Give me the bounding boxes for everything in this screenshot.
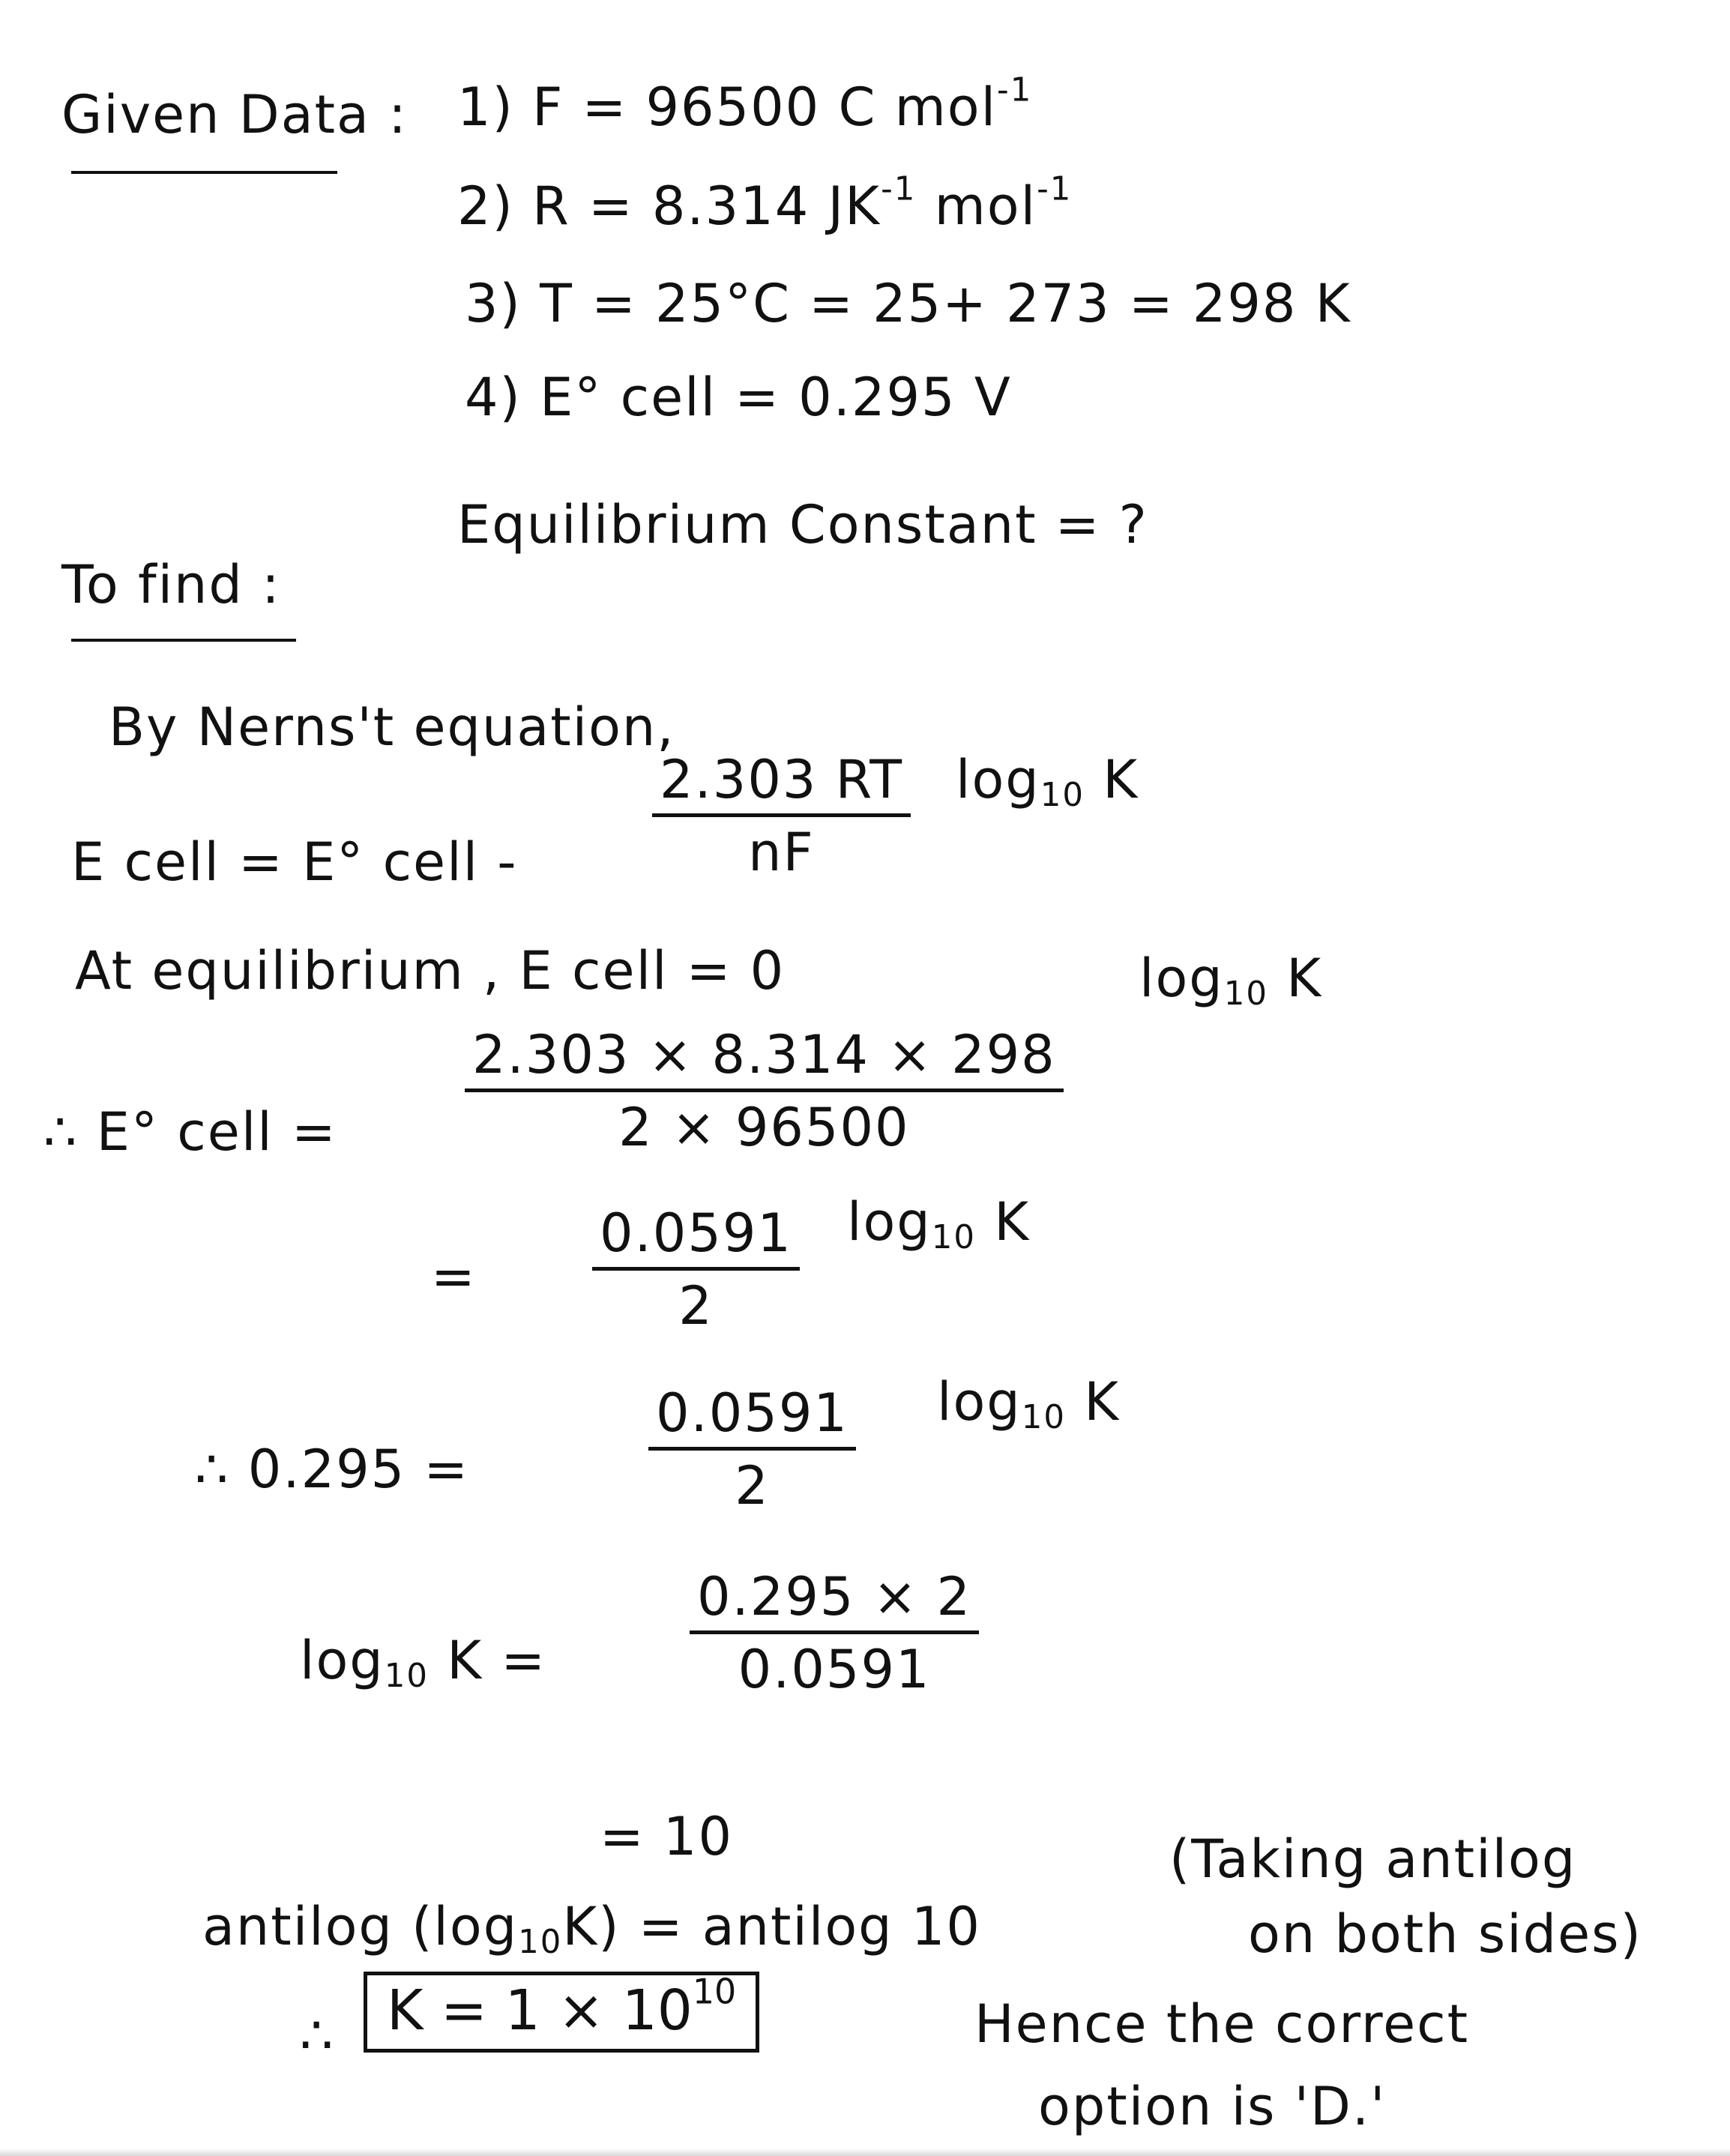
given-line-4: 4) E° cell = 0.295 V — [465, 367, 1012, 428]
equilibrium-fraction — [465, 1024, 1064, 1158]
nernst-fraction — [652, 749, 911, 883]
nernst-log-term: $\log_{10} K$ — [956, 749, 1139, 814]
step3-log-term: $\log_{10} K$ — [937, 1371, 1121, 1436]
step4-lhs: $\log_{10} K$ = — [300, 1630, 547, 1695]
given-heading: Given Data : — [61, 84, 408, 145]
step5-note-2: on both sides) — [1248, 1903, 1642, 1965]
step3-denominator: 2 — [735, 1455, 770, 1517]
step2-denominator: 2 — [678, 1275, 714, 1337]
nernst-numerator: 2.303 RT — [652, 753, 911, 817]
to-find-text: Equilibrium Constant = ? — [457, 494, 1148, 555]
final-answer-box: $K = 1 \times 10^{10}$ — [364, 1972, 759, 2053]
nernst-lhs: E cell = E° cell - — [71, 831, 518, 893]
to-find-underline — [71, 639, 296, 642]
given-line-1: 1) F = 96500 C mol$^{-1}$ — [457, 71, 1033, 138]
step3-fraction — [648, 1382, 856, 1517]
equilibrium-text: At equilibrium , E cell = 0 — [75, 940, 786, 1002]
conclusion-line-1: Hence the correct — [974, 1993, 1470, 2055]
step5-antilog: antilog $(\log_{10}K)$ = antilog 10 — [202, 1896, 981, 1961]
page-edge-shadow — [0, 2149, 1730, 2156]
equilibrium-lhs: ∴ E° cell = — [43, 1101, 337, 1163]
step5-result: = 10 — [600, 1806, 733, 1867]
to-find-heading: To find : — [61, 554, 281, 615]
given-line-3: 3) T = 25°C = 25+ 273 = 298 K — [465, 273, 1351, 334]
step4-denominator: 0.0591 — [738, 1639, 931, 1700]
equilibrium-log-term: $\log_{10} K$ — [1139, 948, 1323, 1013]
step3-lhs: ∴ 0.295 = — [195, 1439, 470, 1500]
given-line-2: 2) R = 8.314 $JK^{-1}$ mol$^{-1}$ — [457, 170, 1073, 237]
nernst-denominator: nF — [748, 822, 815, 883]
step4-numerator: 0.295 × 2 — [690, 1571, 979, 1634]
step2-lhs: = — [431, 1246, 477, 1307]
step2-log-term: $\log_{10} K$ — [847, 1191, 1031, 1256]
step5-note-1: (Taking antilog — [1169, 1828, 1577, 1890]
step2-fraction — [592, 1202, 800, 1337]
given-heading-underline — [71, 171, 337, 174]
step2-numerator: 0.0591 — [592, 1207, 800, 1271]
nernst-intro: By Nerns't equation, — [109, 696, 675, 758]
step4-fraction — [690, 1566, 979, 1700]
answer-prefix: ∴ — [300, 2005, 335, 2066]
step3-numerator: 0.0591 — [648, 1387, 856, 1451]
equilibrium-denominator: 2 × 96500 — [618, 1097, 910, 1158]
conclusion-line-2: option is 'D.' — [1038, 2076, 1387, 2137]
equilibrium-numerator: 2.303 × 8.314 × 298 — [465, 1029, 1064, 1092]
